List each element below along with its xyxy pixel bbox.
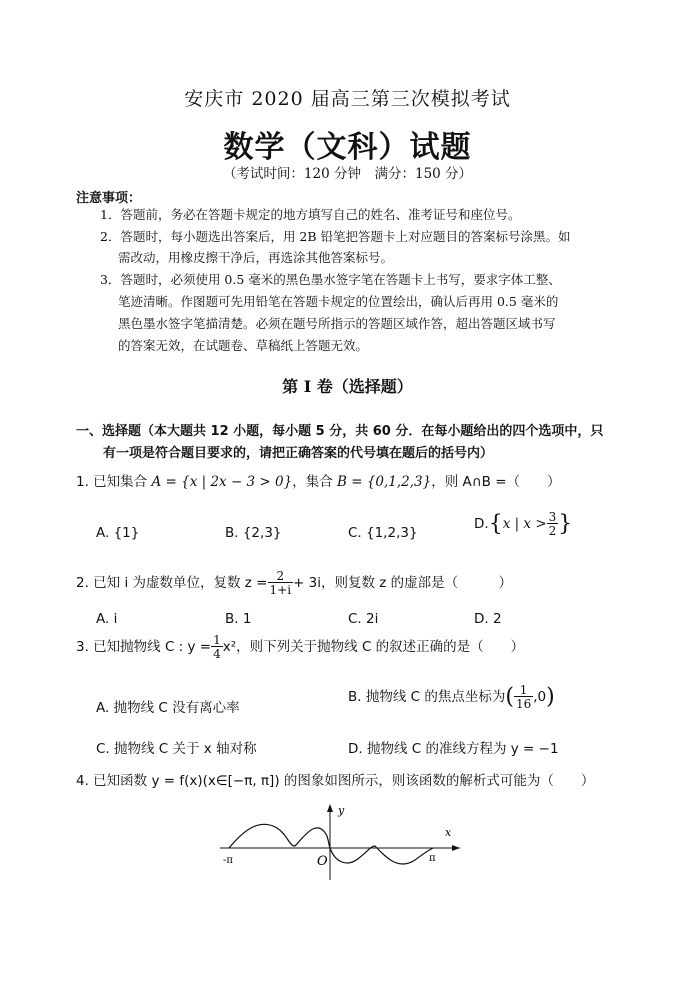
q1-option-d-num: 3: [548, 510, 557, 524]
q1-option-b: B. {2,3}: [225, 525, 282, 541]
notice-line-6: 黑色墨水签字笔描清楚。必须在题号所指示的答题区域作答，超出答题区域书写: [118, 316, 556, 331]
q1-option-d-brace-close: }: [558, 511, 573, 537]
q1-option-d: [474, 511, 572, 537]
q1-set-a: A = {x | 2x − 3 > 0}: [151, 474, 293, 490]
q2-option-a: A. i: [96, 611, 118, 627]
notice-line-7: 的答案无效，在试题卷、草稿纸上答题无效。: [118, 338, 369, 353]
left-tick-label: -π: [223, 855, 233, 866]
q3-option-b-fraction: [514, 684, 533, 710]
q1-set-b: B = {0,1,2,3}: [337, 474, 432, 490]
function-graph: [215, 802, 465, 882]
q1-mid: ，集合: [292, 474, 338, 490]
q3-option-d: D. 抛物线 C 的准线方程为 y = −1: [348, 741, 559, 757]
notice-line-1: 1．答题前，务必在答题卡规定的地方填写自己的姓名、准考证号和座位号。: [100, 207, 521, 222]
q1-option-d-fraction: [547, 511, 559, 537]
notice-heading: 注意事项：: [76, 191, 142, 206]
q2-option-b: B. 1: [225, 611, 252, 627]
q1-option-d-label: D.: [474, 516, 489, 532]
question-4: 4. 已知函数 y = f(x)(x∈[−π, π]) 的图象如图所示，则该函数的解析式可能为（ ）: [76, 773, 595, 789]
right-tick-label: π: [429, 853, 436, 864]
section-title: 第 I 卷（选择题）: [282, 377, 413, 396]
q1-post: ，则 A∩B =（ ）: [431, 474, 561, 490]
part-instructions-2: 有一项是符合题目要求的，请把正确答案的代号填在题后的括号内）: [103, 446, 494, 461]
q2-num: 2: [268, 570, 294, 583]
q2-fraction: [268, 570, 294, 596]
subject-title: 数学（文科）试题: [223, 130, 472, 165]
question-2: [76, 570, 512, 596]
q1-option-a: A. {1}: [96, 525, 140, 541]
origin-label: O: [317, 854, 328, 869]
q2-pre: 2. 已知 i 为虚数单位，复数 z =: [76, 575, 268, 591]
y-axis-arrow: [327, 804, 333, 812]
q3-fraction: [211, 634, 223, 660]
q3-option-b-pre: B. 抛物线 C 的焦点坐标为: [348, 689, 506, 705]
notice-line-2: 2．答题时，每小题选出答案后，用 2B 铅笔把答题卡上对应题目的答案标号涂黑。如: [100, 229, 571, 244]
q2-post: + 3i，则复数 z 的虚部是（ ）: [293, 575, 513, 591]
notice-line-5: 笔迹清晰。作图题可先用铅笔在答题卡规定的位置绘出，确认后再用 0.5 毫米的: [118, 294, 559, 309]
x-axis-arrow: [452, 845, 460, 851]
q1-option-d-den: 2: [548, 524, 557, 538]
q3-option-b-den: 16: [515, 697, 532, 711]
q3-option-b-post: ,0: [533, 689, 547, 705]
q1-option-d-set: x | x >: [502, 516, 547, 532]
function-curve: [229, 824, 433, 864]
q2-den: 1+i: [269, 583, 292, 597]
q3-option-b-num: 1: [514, 684, 533, 697]
question-3: [76, 634, 524, 660]
exam-info: （考试时间：120 分钟 满分：150 分）: [222, 166, 473, 182]
q3-option-a: A. 抛物线 C 没有离心率: [96, 700, 240, 716]
q1-option-c: C. {1,2,3}: [348, 525, 418, 541]
q3-option-b-paren-open: (: [505, 684, 514, 710]
q3-post: x²，则下列关于抛物线 C 的叙述正确的是（ ）: [222, 639, 525, 655]
notice-line-4: 3．答题时，必须使用 0.5 毫米的黑色墨水签字笔在答题卡上书写，要求字体工整、: [100, 272, 561, 287]
q1-option-d-brace-open: {: [488, 511, 503, 537]
q3-option-c: C. 抛物线 C 关于 x 轴对称: [96, 741, 257, 757]
question-1: [76, 470, 561, 490]
exam-title: 安庆市 2020 届高三第三次模拟考试: [184, 88, 511, 110]
q2-option-c: C. 2i: [348, 611, 379, 627]
q3-den: 4: [213, 647, 221, 661]
q3-pre: 3. 已知抛物线 C : y =: [76, 639, 212, 655]
q3-num: 1: [213, 633, 221, 647]
x-axis-label: x: [445, 826, 452, 839]
q3-option-b: [348, 684, 555, 710]
part-instructions-1: 一、选择题（本大题共 12 小题，每小题 5 分，共 60 分．在每小题给出的四个选项中，只: [76, 424, 604, 439]
q3-option-b-paren-close: ): [546, 684, 555, 710]
notice-line-3: 需改动，用橡皮擦干净后，再选涂其他答案标号。: [118, 250, 394, 265]
y-axis-label: y: [338, 804, 345, 817]
q2-option-d: D. 2: [474, 611, 502, 627]
q1-pre: 1. 已知集合: [76, 474, 152, 490]
